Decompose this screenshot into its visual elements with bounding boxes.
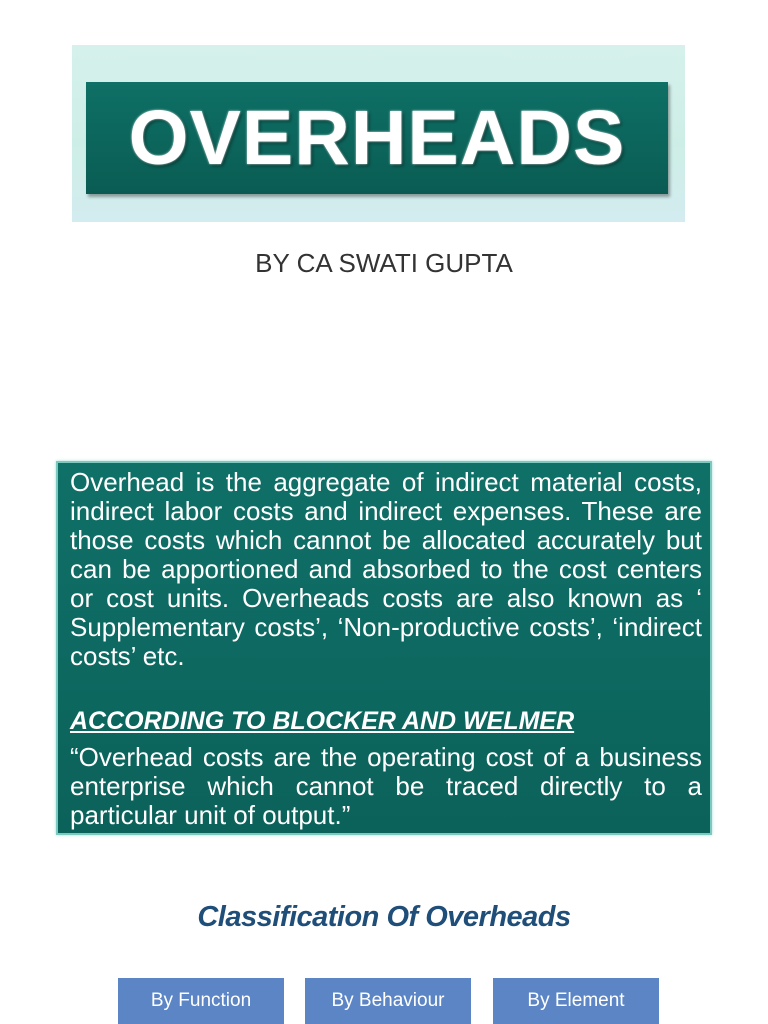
author-line: BY CA SWATI GUPTA — [255, 248, 513, 278]
by-behaviour-button[interactable]: By Behaviour — [305, 978, 471, 1024]
definition-paragraph: Overhead is the aggregate of indirect material costs, indirect labor costs and indirect expenses. These are those costs which cannot be allocated accurately but can be apportioned and absorbed to the cost centers or cost units. Overheads costs are also known as ‘ Supplementary costs’, ‘Non-productive costs’, ‘indirect costs’ etc. — [70, 467, 702, 671]
definition-heading: ACCORDING TO BLOCKER AND WELMER — [70, 707, 575, 735]
page-title: OVERHEADS — [128, 94, 626, 181]
definition-box — [56, 461, 712, 835]
definition-quote: “Overhead costs are the operating cost of a business enterprise which cannot be traced directly to a particular unit of output.” — [70, 742, 702, 830]
classification-title: Classification Of Overheads — [197, 901, 571, 933]
by-function-button[interactable]: By Function — [118, 978, 284, 1024]
by-element-button[interactable]: By Element — [493, 978, 659, 1024]
title-box — [86, 82, 668, 194]
title-banner — [72, 45, 685, 222]
